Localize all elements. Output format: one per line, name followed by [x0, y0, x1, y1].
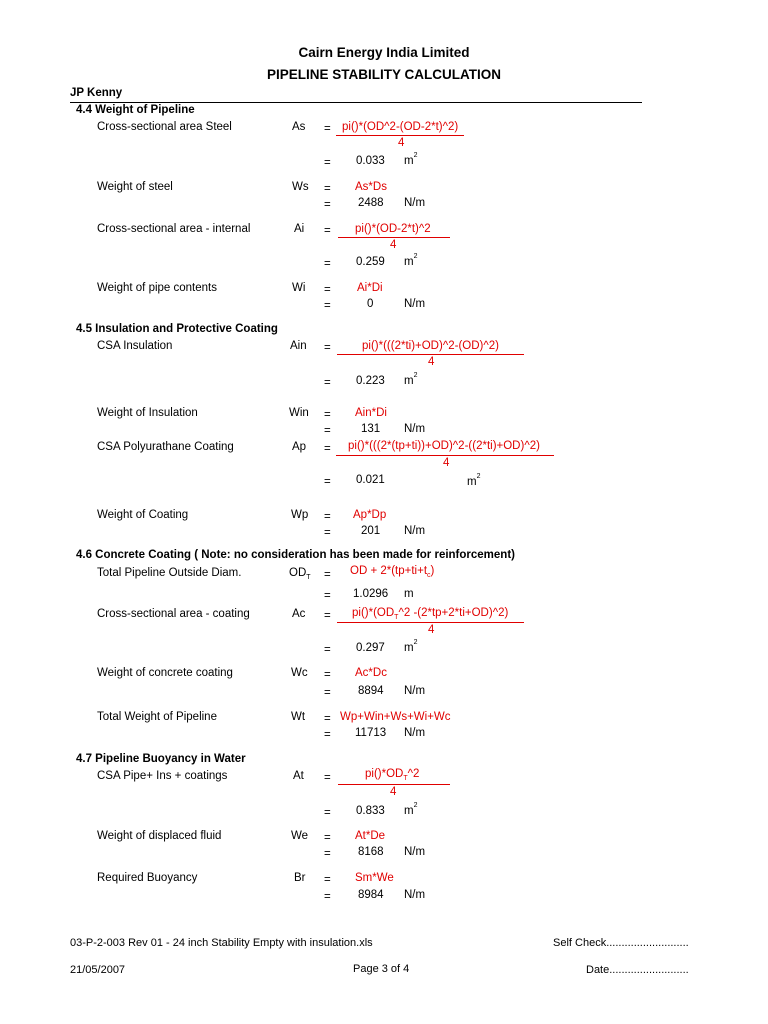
equals-sign: =	[324, 713, 331, 725]
fraction-line	[337, 622, 524, 623]
value: 0.223	[356, 375, 385, 387]
footer-page-number: Page 3 of 4	[353, 963, 410, 975]
formula-denominator: 4	[390, 786, 397, 798]
row-label: CSA Insulation	[97, 340, 173, 352]
equals-sign: =	[324, 772, 331, 784]
row-label: Required Buoyancy	[97, 872, 198, 884]
value: 2488	[358, 197, 384, 209]
company-name: Cairn Energy India Limited	[298, 45, 470, 60]
unit: $m^2$	[467, 473, 481, 488]
row-symbol: At	[293, 770, 304, 782]
unit: N/m	[404, 298, 426, 310]
row-symbol: $OD_T$	[289, 567, 311, 581]
value: 0.259	[356, 256, 385, 268]
row-symbol: Wp	[291, 509, 309, 521]
equals-sign: =	[324, 687, 331, 699]
row-symbol: We	[291, 830, 309, 842]
equals-sign: =	[324, 874, 331, 886]
formula: At*De	[355, 830, 386, 842]
fraction-line	[338, 237, 450, 238]
equals-sign: =	[324, 258, 331, 270]
row-label: Weight of displaced fluid	[97, 830, 222, 842]
unit: N/m	[404, 423, 426, 435]
equals-sign: =	[324, 511, 331, 523]
equals-sign: =	[324, 183, 331, 195]
equals-sign: =	[324, 527, 331, 539]
footer-self-check: Self Check...........................	[553, 937, 689, 949]
footer-filename: 03-P-2-003 Rev 01 - 24 inch Stability Empty with insulation.xls	[70, 937, 373, 949]
formula: pi()*(OD-2*t)^2	[355, 223, 431, 235]
row-label: Cross-sectional area Steel	[97, 121, 232, 133]
equals-sign: =	[324, 644, 331, 656]
fraction-line	[337, 354, 524, 355]
row-label: Cross-sectional area - internal	[97, 223, 251, 235]
formula: Ac*Dc	[355, 667, 387, 679]
equals-sign: =	[324, 848, 331, 860]
row-symbol: Wt	[291, 711, 306, 723]
formula: As*Ds	[355, 181, 387, 193]
unit: m	[404, 588, 414, 600]
equals-sign: =	[324, 832, 331, 844]
unit: $m^2$	[404, 639, 418, 654]
value: 0.021	[356, 474, 385, 486]
equals-sign: =	[324, 342, 331, 354]
formula-denominator: 4	[398, 137, 405, 149]
equals-sign: =	[324, 443, 331, 455]
section-heading: 4.6 Concrete Coating ( Note: no consideration has been made for reinforcement)	[76, 549, 515, 561]
row-label: Weight of concrete coating	[97, 667, 233, 679]
row-symbol: Wc	[291, 667, 308, 679]
section-heading: 4.5 Insulation and Protective Coating	[76, 323, 278, 335]
row-symbol: Br	[294, 872, 306, 884]
unit: $m^2$	[404, 152, 418, 167]
row-label: Weight of pipe contents	[97, 282, 217, 294]
row-label: Weight of Insulation	[97, 407, 198, 419]
value: 1.0296	[353, 588, 389, 600]
row-label: CSA Pipe+ Ins + coatings	[97, 770, 228, 782]
section-heading: 4.7 Pipeline Buoyancy in Water	[76, 753, 246, 765]
formula: $pi()*OD_T\^{}2$	[365, 768, 420, 782]
equals-sign: =	[324, 425, 331, 437]
equals-sign: =	[324, 590, 331, 602]
formula: Ap*Dp	[353, 509, 387, 521]
equals-sign: =	[324, 157, 331, 169]
row-symbol: Ai	[294, 223, 305, 235]
unit: N/m	[404, 685, 426, 697]
value: 8894	[358, 685, 384, 697]
row-symbol: Wi	[292, 282, 306, 294]
formula: pi()*(((2*(tp+ti))+OD)^2-((2*ti)+OD)^2)	[348, 440, 540, 452]
equals-sign: =	[324, 284, 331, 296]
formula-denominator: 4	[390, 239, 397, 251]
value: 0	[367, 298, 374, 310]
formula: pi()*(((2*ti)+OD)^2-(OD)^2)	[362, 340, 499, 352]
row-symbol: Ac	[292, 608, 306, 620]
row-label: Weight of steel	[97, 181, 173, 193]
equals-sign: =	[324, 123, 331, 135]
footer-date-signoff: Date..........................	[586, 964, 689, 976]
footer-date: 21/05/2007	[70, 964, 126, 976]
unit: $m^2$	[404, 372, 418, 387]
unit: N/m	[404, 846, 426, 858]
formula: pi()*(OD^2-(OD-2*t)^2)	[342, 121, 459, 133]
formula: $pi()*(OD_T\^{}2$ -(2*tp+2*ti+OD)^2)	[352, 607, 509, 621]
formula: Ai*Di	[357, 282, 383, 294]
value: 8984	[358, 889, 384, 901]
row-symbol: Ws	[292, 181, 309, 193]
formula-denominator: 4	[443, 457, 450, 469]
formula: Wp+Win+Ws+Wi+Wc	[340, 711, 451, 723]
equals-sign: =	[324, 476, 331, 488]
row-symbol: As	[292, 121, 306, 133]
row-label: Total Pipeline Outside Diam.	[97, 567, 242, 579]
equals-sign: =	[324, 669, 331, 681]
formula: Sm*We	[355, 872, 394, 884]
equals-sign: =	[324, 807, 331, 819]
fraction-line	[338, 784, 450, 785]
row-label: Total Weight of Pipeline	[97, 711, 217, 723]
formula: Ain*Di	[355, 407, 387, 419]
author: JP Kenny	[70, 87, 123, 99]
unit: $m^2$	[404, 802, 418, 817]
formula: OD + $2*(tp+ti+t_c)$	[350, 565, 435, 579]
row-symbol: Ain	[290, 340, 307, 352]
row-symbol: Ap	[292, 441, 307, 453]
unit: $m^2$	[404, 253, 418, 268]
equals-sign: =	[324, 729, 331, 741]
value: 131	[361, 423, 381, 435]
equals-sign: =	[324, 569, 331, 581]
row-symbol: Win	[289, 407, 309, 419]
fraction-line	[336, 455, 554, 456]
equals-sign: =	[324, 891, 331, 903]
value: 0.033	[356, 155, 385, 167]
row-label: Weight of Coating	[97, 509, 189, 521]
unit: N/m	[404, 889, 426, 901]
value: 0.297	[356, 642, 385, 654]
equals-sign: =	[324, 377, 331, 389]
equals-sign: =	[324, 300, 331, 312]
value: 8168	[358, 846, 384, 858]
value: 0.833	[356, 805, 385, 817]
equals-sign: =	[324, 199, 331, 211]
fraction-line	[336, 135, 464, 136]
row-label: Cross-sectional area - coating	[97, 608, 250, 620]
formula-denominator: 4	[428, 624, 435, 636]
page-title: PIPELINE STABILITY CALCULATION	[266, 67, 501, 82]
equals-sign: =	[324, 225, 331, 237]
section-heading: 4.4 Weight of Pipeline	[76, 104, 195, 116]
equals-sign: =	[324, 409, 331, 421]
unit: N/m	[404, 525, 426, 537]
value: 11713	[355, 727, 387, 739]
unit: N/m	[404, 727, 426, 739]
header-rule	[70, 102, 642, 103]
value: 201	[361, 525, 381, 537]
equals-sign: =	[324, 610, 331, 622]
row-label: CSA Polyurathane Coating	[97, 441, 234, 453]
unit: N/m	[404, 197, 426, 209]
formula-denominator: 4	[428, 356, 435, 368]
